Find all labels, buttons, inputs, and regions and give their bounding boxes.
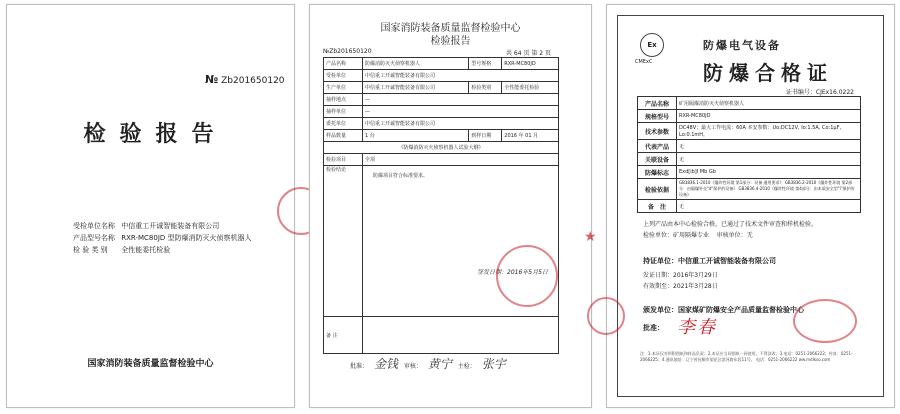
signature-line (350, 355, 510, 372)
certificate-title: 防爆合格证 (703, 61, 833, 85)
table-row: 《防爆消防灭火侦察机器人试验大纲》 (324, 142, 559, 154)
certificate-approve-signature: 李春 (677, 317, 717, 338)
table-row: 防爆标志 Exd[ib]I Mb Gb (638, 166, 861, 179)
table-row: 技术参数 DC48V；最大工作电流：60A 本安参数：Uo:DC12V, Io:1.5A, Co:1μF, Lo:0.1mH。 (638, 123, 861, 140)
approve-label: 批准： (350, 363, 369, 370)
table-row: 生产单位 中信重工开诚智能装备有限公司 检验类别 全性能委托检验 (324, 82, 559, 94)
seal-star-icon: ★ (584, 229, 597, 245)
certificate-statement: 上列产品由本中心检验合格，已通过了技术文件审查和样机检验。 检验单位：矿用隔爆专业 审核单位：无 (643, 221, 818, 239)
table-row: 样品数量 1 台 到样日期 2016 年 01 月 (324, 130, 559, 142)
report-number-value: Zb201650120 (221, 76, 285, 86)
table-row: 委托单位 中信重工开诚智能装备有限公司 (324, 118, 559, 130)
report-detail-page (309, 4, 597, 408)
field-label: 受检单位名称 (73, 222, 115, 230)
main-signature: 张宇 (481, 357, 506, 371)
cover-title: 检验报告 (83, 122, 228, 147)
conclusion-text: 防爆项目符合标准要求。 (373, 173, 429, 179)
table-row: 产品名称 矿用隔爆消防灭火侦察机器人 (638, 97, 861, 110)
cover-field-row (73, 220, 252, 232)
main-label: 主检： (457, 363, 476, 370)
certificate-number: 证书编号：CJEx16.0222 (785, 89, 854, 96)
logo-caption: CMExC (635, 59, 653, 65)
table-row: 备 注 无 (638, 200, 861, 213)
report-table (323, 57, 559, 354)
table-row: 检验结论 防爆项目符合标准要求。 签发日期：2016年5月5日 (324, 166, 559, 317)
field-value: RXR-MC80JD 型防爆消防灭火侦察机器人 (121, 234, 252, 242)
table-row: 检验依据 GB3836.1-2010《爆炸性环境 第1部分：设备 通用要求》 GB3836.2-2010《爆炸性环境 第2部分：由隔爆外壳"d"保护的设备》 GB3836.4-2010《爆炸性环境 第4部分：由本质安全型"i"保护的设备》 (638, 179, 861, 200)
field-value: 中信重工开诚智能装备有限公司 (121, 222, 220, 230)
table-row: 规格型号 RXR-MC80JD (638, 110, 861, 123)
field-value: 全性能委托检验 (121, 246, 171, 254)
certificate-approve-label: 批准： (643, 324, 664, 332)
review-label: 审核： (403, 363, 422, 370)
approve-signature: 金钱 (373, 357, 398, 371)
explosion-proof-certificate-page (606, 4, 895, 408)
ex-logo-icon: Ex (640, 33, 664, 57)
cover-field-row (73, 244, 252, 256)
table-row: 备 注 (324, 317, 559, 354)
page-info: 共 64 页 第 2 页 (506, 50, 551, 57)
report-org: 国家消防装备质量监督检验中心 (380, 23, 521, 34)
number-mark: № (205, 73, 219, 86)
certificate-holder: 持证单位：中信重工开诚智能装备有限公司 (643, 257, 776, 265)
red-seal-stamp (496, 245, 558, 307)
table-row: 抽样单位 — (324, 106, 559, 118)
cover-field-row (73, 232, 252, 244)
table-row: 产品名称 防爆消防灭火侦察机器人 型号规格 RXR-MC80JD (324, 58, 559, 70)
certificate-issuer: 颁发单位：国家煤矿防爆安全产品质量监督检验中心 (643, 306, 804, 314)
certificate-header: 防爆电气设备 (703, 39, 781, 52)
cover-issuer: 国家消防装备质量监督检验中心 (87, 359, 214, 369)
certificate-dates: 发证日期：2016年3月29日 有效期至：2021年3月28日 (643, 272, 718, 290)
conclusion-date: 签发日期：2016年5月5日 (477, 269, 548, 276)
table-row: 检验项目 全项 (324, 154, 559, 166)
report-number (205, 73, 285, 86)
review-signature: 黄宁 (427, 357, 452, 371)
certificate-table (637, 96, 861, 213)
report-cover-page (6, 4, 295, 408)
certificate-footer: 注：1.本证仅对所附图纸和样品负责；2.本证应当同图纸一同使用，不得涂改；3.电话：0251-2066222；传真：0251-2066225；4.通讯地址：辽宁省抚顺市望花区滨河路东段11号。 电话：0251-2066222 ww.mdlkso.com (640, 351, 853, 362)
table-row: 抽样地点 — (324, 94, 559, 106)
red-seal-stamp (793, 299, 857, 343)
red-seal-stamp (587, 297, 625, 335)
report-title: 检验报告 (430, 36, 471, 47)
cover-fields (73, 220, 252, 256)
field-label: 检 验 类 别 (73, 246, 108, 254)
table-row: 关联设备 无 (638, 153, 861, 166)
table-row: 受检单位 中信重工开诚智能装备有限公司 (324, 70, 559, 82)
table-row: 代表产品 无 (638, 140, 861, 153)
report-number: №Zb201650120 (323, 48, 372, 55)
field-label: 产品型号名称 (73, 234, 115, 242)
